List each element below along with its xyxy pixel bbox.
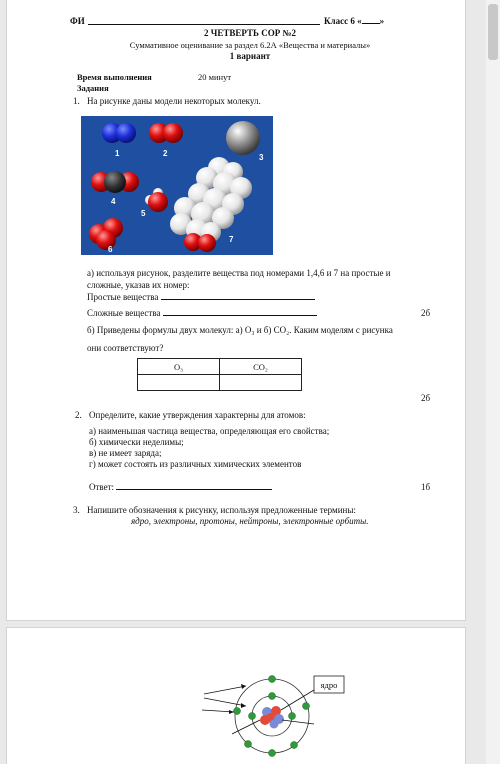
task1-score-b: 2б — [421, 393, 431, 403]
molecule-1 — [102, 123, 136, 143]
table-cell-co2-answer[interactable] — [220, 375, 302, 391]
task1-part-b-line1: б) Приведены формулы двух молекул: а) O₃ и б) CO₂. Каким моделям с рисунка — [87, 325, 393, 335]
task1-part-a-line2: сложные, указав их номер: — [87, 280, 190, 290]
complex-substances-label: Сложные вещества — [87, 308, 161, 318]
molecule-label-7: 7 — [229, 235, 234, 244]
label-box-text: ядро — [320, 680, 338, 690]
table-header-o3: O₃ — [138, 359, 220, 375]
fi-label: ФИ — [70, 16, 85, 26]
class-label-text: Класс 6 « — [324, 16, 362, 26]
simple-substances-label: Простые вещества — [87, 292, 159, 302]
task2-option-d: г) может состоять из различных химических элементов — [89, 459, 302, 469]
task3-text: Напишите обозначения к рисунку, используя предложенные термины: — [87, 505, 356, 515]
tasks-label: Задания — [77, 83, 109, 93]
time-value: 20 минут — [198, 72, 232, 82]
molecule-label-4: 4 — [111, 197, 116, 206]
answer-table — [137, 358, 302, 391]
time-label: Время выполнения — [77, 72, 152, 82]
task3-terms: ядро, электроны, протоны, нейтроны, электронные орбиты. — [131, 516, 369, 526]
task3-number: 3. — [73, 505, 80, 515]
molecule-label-5: 5 — [141, 209, 146, 218]
simple-substances-row — [87, 292, 315, 303]
molecule-models-svg — [81, 116, 273, 255]
table-header-co2: CO₂ — [220, 359, 302, 375]
variant-label: 1 вариант — [229, 51, 271, 61]
task1-text: На рисунке даны модели некоторых молекул. — [87, 96, 261, 106]
class-label — [324, 16, 384, 27]
class-line[interactable] — [362, 23, 380, 24]
task1-part-a-line1: а) используя рисунок, разделите вещества под номерами 1,4,6 и 7 на простые и — [87, 268, 391, 278]
simple-substances-line[interactable] — [161, 299, 315, 300]
atom-diagram — [196, 668, 356, 764]
task2-option-a: а) наименьшая частица вещества, определяющая его свойства; — [89, 426, 330, 436]
task2-option-c: в) не имеет заряда; — [89, 448, 162, 458]
task1-score-a: 2б — [421, 308, 431, 318]
fi-line[interactable] — [88, 24, 320, 25]
molecule-label-6: 6 — [108, 245, 113, 254]
task2-option-b: б) химически неделимы; — [89, 437, 184, 447]
task1-number: 1. — [73, 96, 80, 106]
molecule-7 — [170, 157, 252, 252]
molecule-label-2: 2 — [163, 149, 168, 158]
scrollbar-thumb[interactable] — [488, 4, 498, 60]
molecule-3 — [226, 121, 260, 155]
molecule-label-3: 3 — [259, 153, 264, 162]
answer-row — [89, 482, 272, 493]
pointer-lines — [202, 686, 314, 734]
vertical-scrollbar[interactable] — [486, 0, 500, 764]
document-subtitle: Суммативное оценивание за раздел 6.2А «Вещества и материалы» — [129, 40, 371, 50]
task2-text: Определите, какие утверждения характерны для атомов: — [89, 410, 306, 420]
table-cell-o3-answer[interactable] — [138, 375, 220, 391]
task2-number: 2. — [75, 410, 82, 420]
molecule-6 — [89, 218, 123, 250]
answer-label: Ответ: — [89, 482, 115, 492]
nucleus — [260, 706, 284, 729]
complex-substances-line[interactable] — [163, 315, 317, 316]
answer-line[interactable] — [116, 489, 272, 490]
document-title: 2 ЧЕТВЕРТЬ СОР №2 — [204, 28, 296, 38]
molecule-models-image — [81, 116, 273, 255]
complex-substances-row — [87, 308, 317, 319]
molecule-5 — [145, 188, 168, 212]
molecule-2 — [149, 123, 183, 143]
class-close: » — [379, 16, 385, 26]
task2-score: 1б — [421, 482, 431, 492]
molecule-label-1: 1 — [115, 149, 120, 158]
molecule-4 — [91, 171, 139, 193]
task1-part-b-line2: они соответствуют? — [87, 343, 164, 353]
